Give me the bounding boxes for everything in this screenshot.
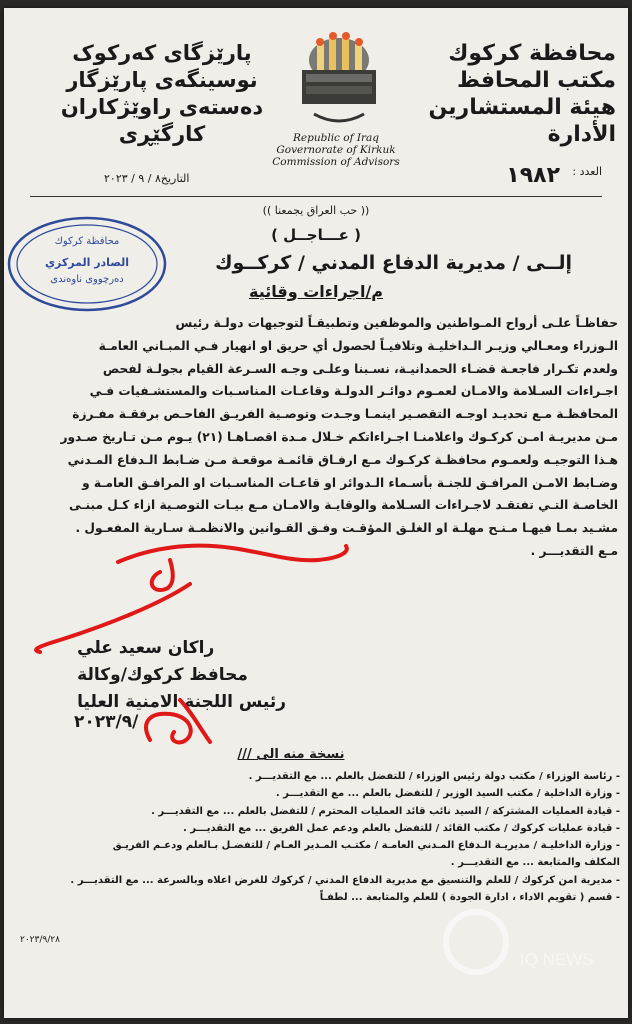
logo-en-line3: Commission of Advisors <box>272 156 400 168</box>
kirkuk-logo-icon <box>284 30 394 130</box>
copy-item: - وزارة الداخلية / مكتب السيد الوزير / للتفضل بالعلم ... مع التقديـــر . <box>275 788 620 800</box>
copy-item: - وزارة الداخليـة / مديريـة الـدفاع المـدني العامـة / مكتـب المـدير العـام / للتفضـل بـالعلم ودعـم الفريـق <box>112 840 620 852</box>
letter-body <box>20 312 618 563</box>
body-line: مـن مديريـة امـن كركـوك واعلامنـا اجـراءاتكم خـلال مـدة اقصـاهـا (٢١) يـوم مـن تـاريخ صـدور <box>60 429 618 444</box>
signature-block <box>77 635 286 716</box>
body-line: مشـيد بمـا فيهـا مـنـح مهلـة او الغلـق المؤقـت وفـق القـوانين والانظمـة سـارية المفعـول . <box>75 521 618 536</box>
urgent-label: ( عـــاجــل ) <box>271 226 361 244</box>
logo-en-line2: Governorate of Kirkuk <box>276 144 396 156</box>
signatory-title2: رئيس اللجنة الامنية العليا <box>77 692 286 712</box>
copy-item: - مديرية امن كركوك / للعلم والتنسيق مع مديرية الدفاع المدني / كركوك للغرض اعلاه وبالسرعة ... مع التقديـــر . <box>70 874 620 886</box>
watermark-text: IQ NEWS <box>520 950 594 969</box>
body-line: الخاصـة التـي تفتقـد لاجـراءات السـلامة والوقايـة والامـان مـع بيـات التوصـية ازاء كـل مبنـى <box>69 498 618 513</box>
body-line: حفاظـاً علـى أرواح المـواطنين والموظفين وتطبيقـاً لتوجيهات دولـة رئيس <box>175 316 618 330</box>
signatory-name: راكان سعيد علي <box>77 638 215 658</box>
iq-news-logo-icon <box>436 902 596 982</box>
body-line: المحافظـة مـع تحديـد اوجـه التقصـير اينمـا وجـدت وتوصـية الفريـق الفاحـص برفقـة مفـرزة <box>72 407 618 422</box>
footer-date: ٢٠٢٣/٩/٢٨ <box>20 935 60 945</box>
body-line: مـع التقديـــر . <box>530 543 618 558</box>
copy-item: - قيادة عمليات كركوك / مكتب القائد / للتفضل بالعلم ودعم عمل الفريق ... مع التقديـــر . <box>183 822 620 834</box>
subject: م/اجراءات وقائية <box>248 282 383 301</box>
body-line: اجـراءات السـلامة والامـان لعمـوم دوائـر الدولـة وقاعـات المناسـبات والمستشـفيات فـي <box>89 384 618 399</box>
number-label: العدد : <box>572 165 602 178</box>
body-line: هـذا التوجيـه ولعمـوم محافظـة كركـوك مـع ارفـاق قائمـة موقعـة مـن ضـابط الـدفاع المـدني <box>67 452 618 467</box>
stamp-line1: الصادر المركزي <box>44 256 130 269</box>
number-value: ١٩٨٢ <box>506 163 560 188</box>
logo-english-text <box>266 132 406 168</box>
stamp-line3: محافظة كركوك <box>54 236 120 247</box>
copies-title: نسخة منه الى /// <box>237 747 345 762</box>
logo-en-line1: Republic of Iraq <box>293 132 379 144</box>
header-ku-line2: نوسینگەی پارێزگار <box>66 68 258 92</box>
header-ar-line3: هيئة المستشارين <box>428 95 616 120</box>
stamp-line2: دەرچووی ناوەندی <box>50 274 124 285</box>
copy-item: - قيادة العمليات المشتركة / السيد نائب قائد العمليات المحترم / للتفضل بالعلم ... مع التقديـــر . <box>151 805 620 817</box>
slogan: (( حب العراق يجمعنا )) <box>262 204 370 217</box>
copy-item: - رئاسة الوزراء / مكتب دولة رئيس الوزراء / للتفضل بالعلم ... مع التقديـــر . <box>248 771 620 782</box>
header-kurdish <box>52 40 272 148</box>
header-divider <box>30 196 602 197</box>
header-ar-line4: الأدارة <box>547 122 616 147</box>
body-line: ولعدم تكـرار فاجعـة قضـاء الحمدانيـة، نسـبنا وعلـى وجـه السـرعة القيام بجولـة لفحص <box>102 361 618 376</box>
copy-item: المكلف والمتابعة ... مع التقديـــر . <box>450 857 620 869</box>
signature-date: ٢٠٢٣/٩/ <box>74 712 139 732</box>
header-ku-line1: پارێزگای کەرکوک <box>72 41 252 65</box>
copies-list <box>20 768 620 906</box>
header-ar-line2: مكتب المحافظ <box>457 68 616 93</box>
signatory-title1: محافظ كركوك/وكالة <box>77 665 248 685</box>
issue-date: التاريخ٨ / ٩ / ٢٠٢٣ <box>104 172 190 185</box>
official-stamp-icon <box>6 214 168 314</box>
copy-item: - قسم ( تقويم الاداء ، ادارة الجودة ) للعلم والمتابعة ... لطفـاً <box>319 892 620 904</box>
body-line: الـوزراء ومعـالي وزيـر الـداخليـة وتلافيـاً لحصول أي حريق او انهيار فـي المبـاني العامـة <box>98 338 618 353</box>
header-ku-line3: دەستەی راوێژکاران <box>60 95 264 119</box>
header-ku-line4: کارگێڕی <box>118 122 206 146</box>
recipient: إلــى / مديرية الدفاع المدني / كركــوك <box>215 252 572 274</box>
body-line: وضـابط الامـن المرافـق للجنـة بأسـماء الـدوائر او قاعـات المناسـبات او المرافـق العامـة و <box>82 475 618 490</box>
header-arabic <box>406 40 616 148</box>
header-ar-line1: محافظة كركوك <box>448 41 616 66</box>
